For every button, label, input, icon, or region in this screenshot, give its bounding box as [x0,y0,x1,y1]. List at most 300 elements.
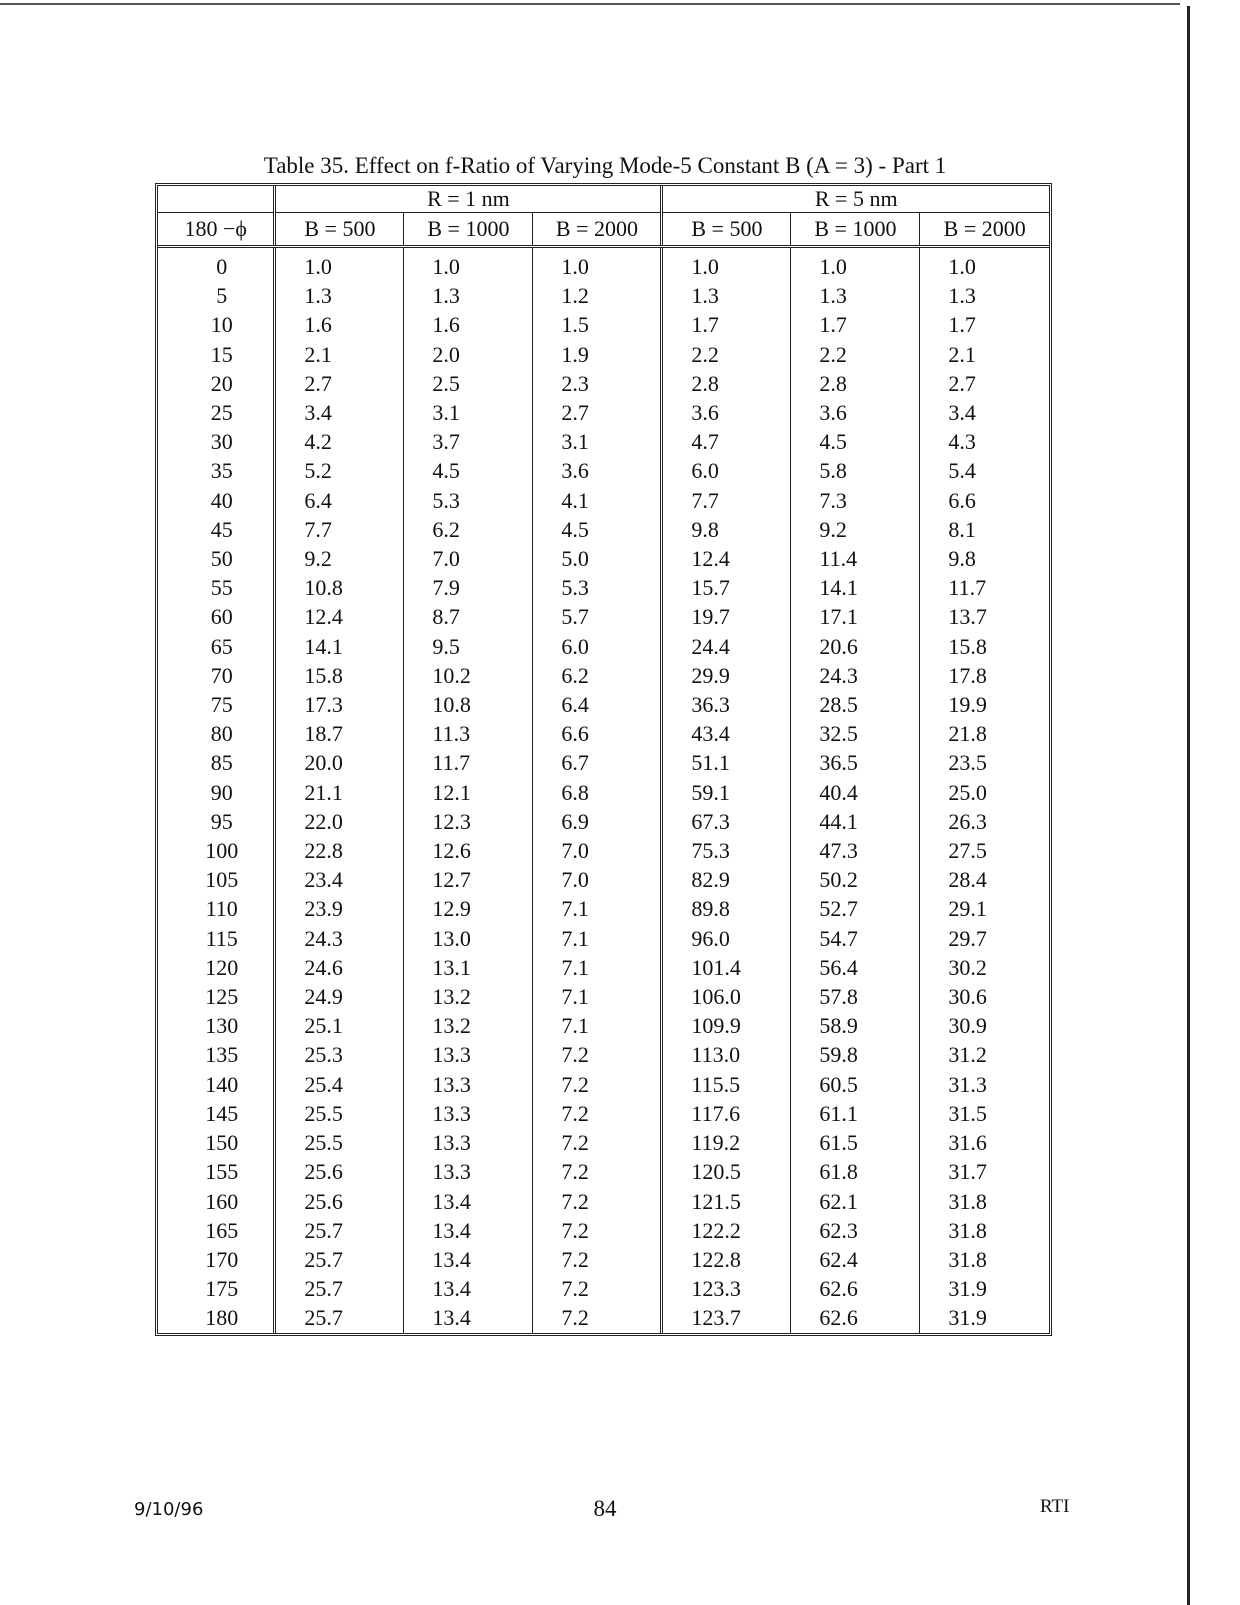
cell-r1-b500: 22.0 [275,807,404,836]
cell-r5-b2000: 30.2 [920,953,1049,982]
table-row [158,924,1049,953]
table-row [158,544,1049,573]
cell-r5-b1000: 20.6 [791,632,920,661]
cell-angle: 115 [205,925,238,951]
table-row [158,748,1049,777]
cell-r5-b1000: 61.5 [791,1128,920,1157]
cell-r5-b1000: 62.1 [791,1187,920,1216]
column-header-r1-b500: B = 500 [275,213,404,247]
cell-r5-b2000: 29.7 [920,924,1049,953]
cell-r1-b1000: 13.2 [404,982,533,1011]
cell-r5-b500: 12.4 [662,544,791,573]
table-row [158,632,1049,661]
cell-angle: 145 [205,1100,239,1126]
cell-angle: 10 [210,312,233,338]
cell-r1-b500: 17.3 [275,690,404,719]
table-row [158,398,1049,427]
group-header-row [158,186,1049,213]
cell-r1-b500: 18.7 [275,719,404,748]
cell-r5-b500: 119.2 [662,1128,791,1157]
cell-r5-b2000: 31.2 [920,1040,1049,1069]
cell-r1-b500: 20.0 [275,748,404,777]
cell-angle: 5 [216,283,228,309]
cell-r1-b500: 9.2 [275,544,404,573]
cell-r1-b500: 6.4 [275,486,404,515]
cell-r1-b500: 23.9 [275,894,404,923]
cell-r1-b2000: 7.2 [533,1040,662,1069]
cell-r5-b1000: 62.6 [791,1274,920,1303]
cell-r1-b2000: 6.7 [533,748,662,777]
cell-r1-b1000: 13.4 [404,1274,533,1303]
table-row [158,661,1049,690]
cell-angle: 165 [205,1217,239,1243]
table-row [158,456,1049,485]
cell-r1-b2000: 6.8 [533,778,662,807]
cell-r1-b500: 21.1 [275,778,404,807]
cell-r1-b500: 24.3 [275,924,404,953]
right-margin-rule [1187,6,1190,1605]
cell-r5-b500: 1.7 [662,310,791,339]
table-row [158,602,1049,631]
cell-r5-b2000: 31.9 [920,1303,1049,1332]
cell-r5-b2000: 29.1 [920,894,1049,923]
cell-r5-b500: 82.9 [662,865,791,894]
cell-r1-b1000: 6.2 [404,515,533,544]
cell-r5-b500: 101.4 [662,953,791,982]
cell-r5-b2000: 19.9 [920,690,1049,719]
cell-r5-b500: 2.8 [662,369,791,398]
cell-r1-b1000: 4.5 [404,456,533,485]
cell-r1-b500: 23.4 [275,865,404,894]
cell-r1-b2000: 5.7 [533,602,662,631]
cell-r5-b2000: 31.6 [920,1128,1049,1157]
cell-r5-b2000: 2.7 [920,369,1049,398]
cell-r1-b2000: 2.3 [533,369,662,398]
cell-r1-b2000: 7.2 [533,1070,662,1099]
cell-r5-b500: 24.4 [662,632,791,661]
cell-r5-b500: 2.2 [662,340,791,369]
cell-r5-b2000: 6.6 [920,486,1049,515]
table-row [158,310,1049,339]
table-row [158,1303,1049,1332]
data-table-frame [155,183,1052,1336]
cell-r5-b2000: 23.5 [920,748,1049,777]
cell-r1-b1000: 3.7 [404,427,533,456]
cell-r5-b500: 1.0 [662,247,791,282]
cell-r5-b1000: 47.3 [791,836,920,865]
cell-r1-b1000: 11.3 [404,719,533,748]
table-row [158,369,1049,398]
cell-r1-b500: 14.1 [275,632,404,661]
cell-r1-b2000: 1.5 [533,310,662,339]
cell-r1-b500: 25.5 [275,1128,404,1157]
cell-r1-b2000: 1.9 [533,340,662,369]
cell-angle: 155 [205,1159,239,1185]
cell-r5-b1000: 9.2 [791,515,920,544]
cell-r1-b1000: 12.9 [404,894,533,923]
cell-r1-b1000: 1.3 [404,281,533,310]
cell-r5-b2000: 31.8 [920,1245,1049,1274]
cell-r5-b1000: 28.5 [791,690,920,719]
cell-r1-b1000: 2.5 [404,369,533,398]
cell-r5-b1000: 62.3 [791,1216,920,1245]
group-header-r1: R = 1 nm [275,186,662,213]
cell-r1-b1000: 1.0 [404,247,533,282]
cell-r1-b500: 22.8 [275,836,404,865]
column-header-angle: 180 −ϕ [158,213,275,247]
table-row [158,247,1049,282]
cell-r1-b1000: 12.3 [404,807,533,836]
table-row [158,1040,1049,1069]
cell-r1-b1000: 13.3 [404,1128,533,1157]
cell-r5-b2000: 9.8 [920,544,1049,573]
table-row [158,1216,1049,1245]
cell-r5-b500: 3.6 [662,398,791,427]
cell-r5-b2000: 31.8 [920,1216,1049,1245]
cell-r5-b2000: 15.8 [920,632,1049,661]
cell-angle: 25 [210,400,233,426]
cell-r5-b2000: 3.4 [920,398,1049,427]
cell-r5-b2000: 31.9 [920,1274,1049,1303]
cell-r5-b2000: 5.4 [920,456,1049,485]
cell-r1-b1000: 8.7 [404,602,533,631]
cell-angle: 15 [210,341,233,367]
cell-r5-b1000: 62.4 [791,1245,920,1274]
table-row [158,573,1049,602]
cell-r5-b2000: 11.7 [920,573,1049,602]
cell-r5-b1000: 1.7 [791,310,920,339]
cell-r1-b500: 25.7 [275,1245,404,1274]
cell-angle: 65 [210,633,233,659]
cell-r5-b1000: 3.6 [791,398,920,427]
table-body [158,247,1049,1333]
cell-r5-b500: 123.7 [662,1303,791,1332]
table-row [158,690,1049,719]
cell-r1-b500: 1.3 [275,281,404,310]
cell-r5-b500: 1.3 [662,281,791,310]
cell-r1-b1000: 13.3 [404,1099,533,1128]
cell-r1-b2000: 3.1 [533,427,662,456]
cell-angle: 45 [210,516,233,542]
cell-r5-b500: 59.1 [662,778,791,807]
cell-r5-b500: 109.9 [662,1011,791,1040]
cell-r5-b1000: 59.8 [791,1040,920,1069]
cell-r1-b1000: 12.6 [404,836,533,865]
cell-r1-b500: 25.5 [275,1099,404,1128]
page-number: 84 [593,1496,617,1521]
table-row [158,982,1049,1011]
cell-r1-b2000: 6.6 [533,719,662,748]
table-row [158,953,1049,982]
cell-r1-b500: 25.7 [275,1274,404,1303]
cell-r1-b500: 25.7 [275,1303,404,1332]
group-header-blank [158,186,275,213]
cell-angle: 105 [205,867,239,893]
cell-r5-b1000: 24.3 [791,661,920,690]
cell-r5-b500: 43.4 [662,719,791,748]
cell-r1-b2000: 7.1 [533,1011,662,1040]
table-row [158,1070,1049,1099]
cell-r5-b500: 106.0 [662,982,791,1011]
cell-r1-b1000: 10.8 [404,690,533,719]
cell-r5-b1000: 54.7 [791,924,920,953]
table-row [158,894,1049,923]
cell-r5-b500: 29.9 [662,661,791,690]
cell-r5-b500: 15.7 [662,573,791,602]
cell-r5-b1000: 32.5 [791,719,920,748]
cell-r5-b1000: 11.4 [791,544,920,573]
cell-r1-b1000: 13.3 [404,1157,533,1186]
cell-r5-b1000: 17.1 [791,602,920,631]
cell-r5-b1000: 2.8 [791,369,920,398]
cell-r1-b2000: 1.0 [533,247,662,282]
cell-angle: 175 [205,1276,239,1302]
cell-r1-b500: 15.8 [275,661,404,690]
table-row [158,1099,1049,1128]
table-row [158,340,1049,369]
table-row [158,1245,1049,1274]
cell-r1-b2000: 3.6 [533,456,662,485]
cell-r1-b1000: 13.1 [404,953,533,982]
cell-r5-b1000: 44.1 [791,807,920,836]
cell-r1-b1000: 9.5 [404,632,533,661]
top-rule [0,3,1180,5]
cell-r1-b1000: 13.4 [404,1187,533,1216]
cell-r5-b500: 121.5 [662,1187,791,1216]
table-row [158,1128,1049,1157]
cell-r1-b1000: 10.2 [404,661,533,690]
cell-r1-b1000: 7.9 [404,573,533,602]
cell-r5-b1000: 36.5 [791,748,920,777]
cell-r5-b500: 115.5 [662,1070,791,1099]
cell-r1-b2000: 2.7 [533,398,662,427]
column-header-r5-b1000: B = 1000 [791,213,920,247]
cell-angle: 35 [210,458,233,484]
cell-r5-b1000: 14.1 [791,573,920,602]
cell-angle: 0 [216,254,228,279]
cell-r5-b1000: 4.5 [791,427,920,456]
cell-r1-b1000: 5.3 [404,486,533,515]
table-row [158,1187,1049,1216]
cell-r1-b2000: 7.2 [533,1216,662,1245]
cell-r5-b500: 4.7 [662,427,791,456]
column-header-r1-b1000: B = 1000 [404,213,533,247]
cell-r1-b1000: 13.4 [404,1216,533,1245]
cell-r1-b1000: 2.0 [404,340,533,369]
cell-r1-b2000: 7.2 [533,1303,662,1332]
cell-angle: 160 [205,1188,239,1214]
cell-r1-b500: 7.7 [275,515,404,544]
cell-r1-b500: 24.9 [275,982,404,1011]
cell-r1-b2000: 6.4 [533,690,662,719]
cell-r1-b500: 25.6 [275,1187,404,1216]
cell-r5-b1000: 56.4 [791,953,920,982]
cell-r1-b2000: 1.2 [533,281,662,310]
cell-r1-b2000: 7.1 [533,924,662,953]
cell-r1-b500: 3.4 [275,398,404,427]
cell-r5-b500: 7.7 [662,486,791,515]
cell-r5-b500: 120.5 [662,1157,791,1186]
cell-r1-b1000: 11.7 [404,748,533,777]
footer-organization: RTI [1040,1496,1070,1517]
cell-r1-b500: 5.2 [275,456,404,485]
cell-r1-b1000: 1.6 [404,310,533,339]
cell-angle: 55 [210,575,233,601]
cell-r5-b1000: 58.9 [791,1011,920,1040]
cell-r5-b1000: 40.4 [791,778,920,807]
cell-r1-b2000: 7.0 [533,865,662,894]
cell-r5-b2000: 17.8 [920,661,1049,690]
cell-r1-b1000: 13.4 [404,1245,533,1274]
cell-r5-b500: 19.7 [662,602,791,631]
cell-r1-b2000: 7.2 [533,1128,662,1157]
cell-r5-b500: 122.8 [662,1245,791,1274]
column-header-r5-b500: B = 500 [662,213,791,247]
cell-r5-b500: 117.6 [662,1099,791,1128]
table-row [158,719,1049,748]
cell-r1-b2000: 6.9 [533,807,662,836]
cell-r5-b2000: 1.3 [920,281,1049,310]
cell-angle: 110 [205,896,238,922]
cell-r1-b500: 25.6 [275,1157,404,1186]
cell-r1-b2000: 7.1 [533,894,662,923]
cell-angle: 75 [210,692,233,718]
cell-r5-b1000: 2.2 [791,340,920,369]
table-row [158,486,1049,515]
cell-angle: 40 [210,487,233,513]
cell-r5-b2000: 2.1 [920,340,1049,369]
cell-r5-b1000: 50.2 [791,865,920,894]
cell-angle: 95 [210,808,233,834]
cell-r1-b2000: 7.2 [533,1274,662,1303]
table-caption: Table 35. Effect on f-Ratio of Varying Mode-5 Constant B (A = 3) - Part 1 [263,153,947,178]
cell-r5-b2000: 4.3 [920,427,1049,456]
table-row [158,865,1049,894]
table-row [158,1274,1049,1303]
cell-r1-b500: 2.7 [275,369,404,398]
cell-r1-b1000: 12.1 [404,778,533,807]
cell-r5-b1000: 61.1 [791,1099,920,1128]
cell-r5-b500: 51.1 [662,748,791,777]
cell-angle: 85 [210,750,233,776]
cell-angle: 90 [210,779,233,805]
cell-r1-b1000: 13.4 [404,1303,533,1332]
cell-r1-b2000: 7.2 [533,1245,662,1274]
cell-r5-b500: 122.2 [662,1216,791,1245]
cell-r5-b1000: 1.3 [791,281,920,310]
cell-r5-b2000: 31.3 [920,1070,1049,1099]
cell-r1-b2000: 5.0 [533,544,662,573]
cell-r5-b2000: 28.4 [920,865,1049,894]
table-row [158,515,1049,544]
cell-angle: 80 [210,721,233,747]
cell-r1-b500: 25.1 [275,1011,404,1040]
cell-angle: 130 [205,1013,239,1039]
cell-r1-b1000: 12.7 [404,865,533,894]
cell-r5-b2000: 31.5 [920,1099,1049,1128]
cell-r1-b500: 12.4 [275,602,404,631]
cell-r1-b2000: 7.2 [533,1157,662,1186]
cell-angle: 50 [210,546,233,572]
cell-r1-b1000: 13.3 [404,1040,533,1069]
table-row [158,836,1049,865]
cell-r1-b500: 10.8 [275,573,404,602]
cell-r1-b500: 25.7 [275,1216,404,1245]
cell-angle: 125 [205,984,239,1010]
table-row [158,1157,1049,1186]
cell-r1-b1000: 13.2 [404,1011,533,1040]
cell-r5-b1000: 7.3 [791,486,920,515]
cell-r5-b500: 6.0 [662,456,791,485]
cell-r5-b500: 9.8 [662,515,791,544]
table-row [158,281,1049,310]
column-header-r1-b2000: B = 2000 [533,213,662,247]
cell-r5-b2000: 25.0 [920,778,1049,807]
cell-r5-b2000: 13.7 [920,602,1049,631]
cell-r1-b1000: 13.3 [404,1070,533,1099]
cell-angle: 170 [205,1246,239,1272]
cell-r1-b500: 25.3 [275,1040,404,1069]
cell-r1-b2000: 5.3 [533,573,662,602]
cell-r1-b2000: 7.2 [533,1099,662,1128]
column-header-r5-b2000: B = 2000 [920,213,1049,247]
cell-angle: 120 [205,954,239,980]
cell-r1-b1000: 7.0 [404,544,533,573]
cell-angle: 150 [205,1130,239,1156]
cell-r1-b500: 1.0 [275,247,404,282]
table-row [158,807,1049,836]
cell-r5-b2000: 26.3 [920,807,1049,836]
cell-r5-b500: 67.3 [662,807,791,836]
cell-r1-b2000: 4.5 [533,515,662,544]
cell-r5-b2000: 30.9 [920,1011,1049,1040]
cell-r1-b500: 25.4 [275,1070,404,1099]
cell-r1-b2000: 6.0 [533,632,662,661]
cell-r5-b500: 75.3 [662,836,791,865]
cell-r1-b2000: 7.1 [533,982,662,1011]
cell-r1-b2000: 7.2 [533,1187,662,1216]
cell-r1-b2000: 7.0 [533,836,662,865]
cell-r5-b500: 36.3 [662,690,791,719]
cell-r1-b1000: 13.0 [404,924,533,953]
cell-r5-b1000: 62.6 [791,1303,920,1332]
cell-angle: 20 [210,370,233,396]
cell-r5-b500: 96.0 [662,924,791,953]
cell-angle: 100 [205,838,239,864]
cell-angle: 140 [205,1071,239,1097]
cell-r5-b2000: 1.7 [920,310,1049,339]
cell-r5-b2000: 31.7 [920,1157,1049,1186]
cell-r5-b500: 89.8 [662,894,791,923]
cell-angle: 60 [210,604,233,630]
column-header-row [158,213,1049,247]
cell-r1-b1000: 3.1 [404,398,533,427]
cell-angle: 135 [205,1042,239,1068]
cell-r5-b2000: 31.8 [920,1187,1049,1216]
cell-r1-b500: 2.1 [275,340,404,369]
table-row [158,427,1049,456]
table-row [158,1011,1049,1040]
cell-r5-b1000: 60.5 [791,1070,920,1099]
cell-r5-b2000: 8.1 [920,515,1049,544]
cell-angle: 70 [210,662,233,688]
cell-r1-b500: 1.6 [275,310,404,339]
cell-r5-b1000: 5.8 [791,456,920,485]
cell-r1-b500: 4.2 [275,427,404,456]
cell-r5-b1000: 61.8 [791,1157,920,1186]
cell-r5-b1000: 1.0 [791,247,920,282]
cell-r1-b2000: 7.1 [533,953,662,982]
